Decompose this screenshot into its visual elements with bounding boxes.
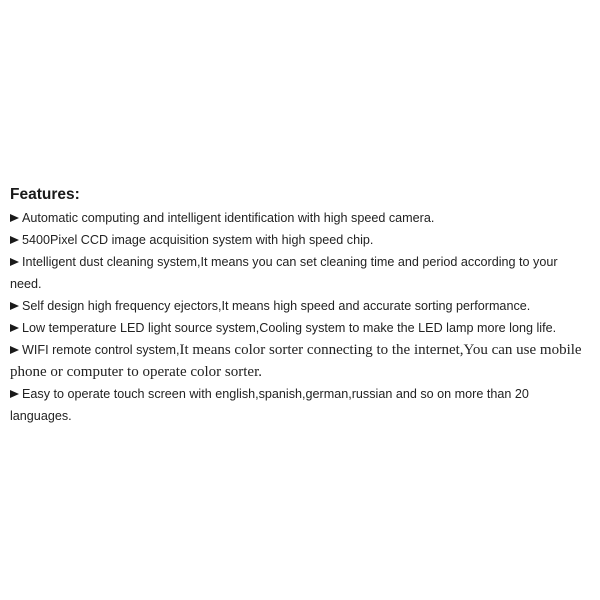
feature-item	[10, 317, 592, 339]
feature-item	[10, 207, 592, 229]
right-arrow-icon	[10, 236, 19, 244]
right-arrow-icon	[10, 324, 19, 332]
feature-text-serif: It means color sorter connecting to the internet,You can use mobile phone or computer to operate color sorter.	[10, 342, 582, 380]
feature-text: Easy to operate touch screen with english,spanish,german,russian and so on more than 20 languages.	[10, 387, 529, 423]
features-heading: Features:	[10, 186, 80, 203]
feature-text-sans: WIFI remote control system,	[22, 343, 180, 357]
feature-text: 5400Pixel CCD image acquisition system with high speed chip.	[22, 233, 374, 247]
feature-item	[10, 251, 592, 295]
feature-item	[10, 383, 592, 427]
features-list	[10, 207, 592, 427]
feature-text: Self design high frequency ejectors,It means high speed and accurate sorting performance.	[22, 299, 531, 313]
right-arrow-icon	[10, 214, 19, 222]
feature-item	[10, 339, 592, 383]
feature-item	[10, 229, 592, 251]
feature-item	[10, 295, 592, 317]
feature-text: Intelligent dust cleaning system,It means you can set cleaning time and period according to your need.	[10, 255, 558, 291]
right-arrow-icon	[10, 346, 19, 354]
features-section	[10, 185, 592, 427]
feature-text: Low temperature LED light source system,Cooling system to make the LED lamp more long life.	[22, 321, 557, 335]
right-arrow-icon	[10, 390, 19, 398]
feature-text: Automatic computing and intelligent identification with high speed camera.	[22, 211, 435, 225]
right-arrow-icon	[10, 302, 19, 310]
right-arrow-icon	[10, 258, 19, 266]
